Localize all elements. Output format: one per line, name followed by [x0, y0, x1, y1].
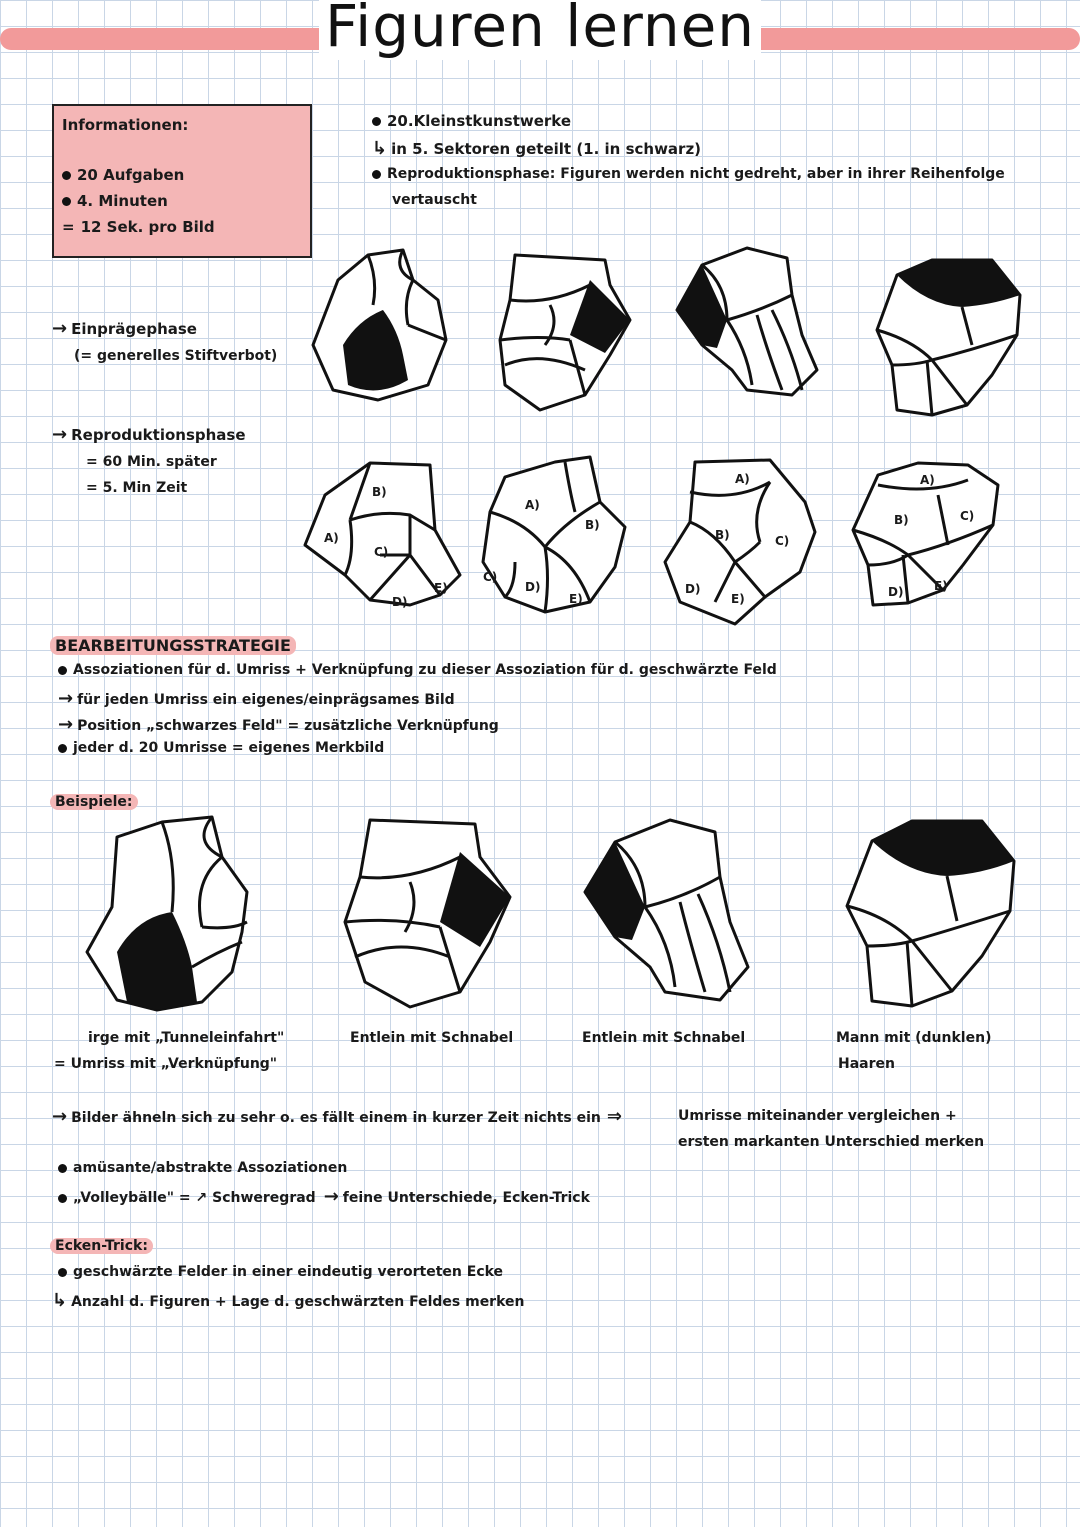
arrow-right-icon: → [323, 1186, 339, 1207]
bottom-line-1: → Bilder ähneln sich zu sehr o. es fällt einem in kurzer Zeit nichts ein ⇒ [52, 1106, 622, 1127]
sector-label-a: A) [920, 473, 935, 487]
phase-einpraege-note: (= generelles Stiftverbot) [74, 348, 278, 364]
sector-label-e: E) [934, 579, 948, 593]
bottom-line-1b: Umrisse miteinander vergleichen + [678, 1108, 957, 1124]
arrow-right-icon: → [58, 714, 74, 735]
figure-4 [872, 255, 1027, 424]
sector-label-b: B) [372, 485, 387, 499]
examples-heading: Beispiele: [50, 794, 138, 810]
sector-label-a: A) [324, 531, 339, 545]
info-item-2: 4. Minuten [62, 192, 168, 210]
page-title: Figuren lernen [0, 0, 1080, 60]
bullet-icon [58, 1268, 67, 1277]
sector-label-c: C) [775, 534, 790, 548]
note-line-4: vertauscht [392, 192, 477, 208]
info-box [52, 104, 312, 258]
phase-repro-b: = 5. Min Zeit [86, 480, 188, 496]
info-heading: Informationen: [62, 116, 189, 134]
arrow-right-icon: → [58, 688, 74, 709]
caption-4b: Haaren [838, 1056, 895, 1072]
sector-label-b: B) [585, 518, 600, 532]
figure-labeled-3 [655, 452, 820, 631]
strategy-line-4: jeder d. 20 Umrisse = eigenes Merkbild [58, 740, 384, 756]
note-line-1: 20.Kleinstkunstwerke [372, 112, 571, 130]
bullet-icon [372, 117, 381, 126]
note-line-3: Reproduktionsphase: Figuren werden nicht gedreht, aber in ihrer Reihenfolge [372, 166, 1005, 182]
bottom-line-3: „Volleybälle" = ↗ Schweregrad → feine Unterschiede, Ecken-Trick [58, 1186, 590, 1207]
sector-label-d: D) [525, 580, 541, 594]
note-line-2: ↳ in 5. Sektoren geteilt (1. in schwarz) [372, 138, 702, 159]
bottom-line-1c: ersten markanten Unterschied merken [678, 1134, 985, 1150]
sector-label-a: A) [735, 472, 750, 486]
bullet-icon [58, 744, 67, 753]
bullet-icon [372, 170, 381, 179]
sector-label-c: C) [483, 570, 498, 584]
example-figure-2 [340, 812, 515, 1016]
sector-label-e: E) [569, 592, 583, 606]
sector-label-a: A) [525, 498, 540, 512]
example-figure-1 [82, 812, 252, 1016]
figure-labeled-1 [300, 455, 465, 624]
ecken-line-2: ↳ Anzahl d. Figuren + Lage d. geschwärzten Feldes merken [52, 1290, 525, 1311]
bullet-icon [58, 1164, 67, 1173]
info-item-3: = 12 Sek. pro Bild [62, 218, 215, 236]
caption-1b: = Umriss mit „Verknüpfung" [54, 1056, 278, 1072]
caption-1a: irge mit „Tunneleinfahrt" [88, 1030, 285, 1046]
bullet-icon [58, 1194, 67, 1203]
ecken-line-1: geschwärzte Felder in einer eindeutig verorteten Ecke [58, 1264, 503, 1280]
bottom-line-2: amüsante/abstrakte Assoziationen [58, 1160, 347, 1176]
sector-label-d: D) [888, 585, 904, 599]
strategy-line-1: Assoziationen für d. Umriss + Verknüpfung zu dieser Assoziation für d. geschwärzte Feld [58, 662, 777, 678]
sector-label-b: B) [894, 513, 909, 527]
arrow-right-icon: → [52, 318, 68, 339]
figure-2 [490, 245, 635, 419]
turn-arrow-icon: ↳ [372, 138, 388, 159]
ecken-heading: Ecken-Trick: [50, 1238, 153, 1254]
turn-arrow-icon: ↳ [52, 1290, 68, 1311]
sector-label-c: C) [960, 509, 975, 523]
phase-einpraege: → Einprägephase [52, 318, 197, 339]
caption-4a: Mann mit (dunklen) [836, 1030, 992, 1046]
figure-labeled-4 [848, 455, 1008, 629]
phase-repro-a: = 60 Min. später [86, 454, 217, 470]
info-item-1: 20 Aufgaben [62, 166, 184, 184]
bullet-icon [62, 171, 71, 180]
figure-1 [308, 240, 448, 414]
strategy-line-3: → Position „schwarzes Feld" = zusätzliche Verknüpfung [58, 714, 499, 735]
strategy-heading: BEARBEITUNGSSTRATEGIE [50, 636, 296, 655]
figure-3 [672, 240, 822, 409]
sector-label-e: E) [731, 592, 745, 606]
arrow-right-icon: → [52, 1106, 68, 1127]
sector-label-b: B) [715, 528, 730, 542]
sector-label-d: D) [392, 595, 408, 609]
figure-labeled-2 [475, 452, 630, 626]
double-arrow-icon: ⇒ [606, 1106, 622, 1127]
phase-repro: → Reproduktionsphase [52, 424, 246, 445]
caption-2: Entlein mit Schnabel [350, 1030, 514, 1046]
caption-3: Entlein mit Schnabel [582, 1030, 746, 1046]
strategy-line-2: → für jeden Umriss ein eigenes/einprägsames Bild [58, 688, 455, 709]
bullet-icon [58, 666, 67, 675]
sector-label-e: E) [434, 581, 448, 595]
example-figure-4 [842, 816, 1022, 1015]
sector-label-c: C) [374, 545, 389, 559]
sector-label-d: D) [685, 582, 701, 596]
bullet-icon [62, 197, 71, 206]
arrow-right-icon: → [52, 424, 68, 445]
example-figure-3 [580, 812, 755, 1011]
